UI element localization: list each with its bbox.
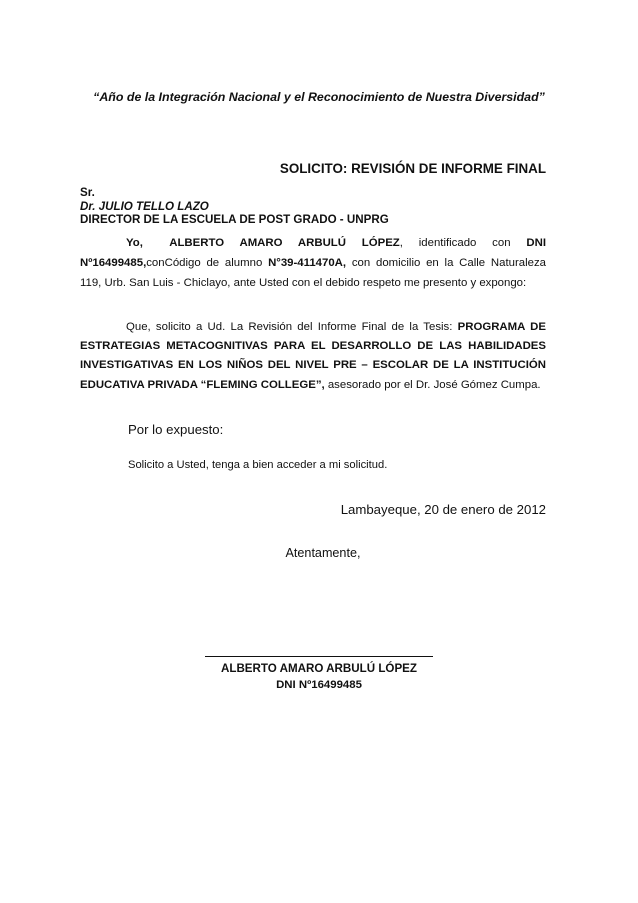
intro-yo: Yo,: [126, 237, 143, 249]
thesis-title: PROGRAMA DE ESTRATEGIAS METACOGNITIVAS PARA EL DESARROLLO DE LAS HABILIDADES INVESTIGATIVAS EN LOS NIÑOS DEL NIVEL PRE – ESCOLAR DE LA INSTITUCIÓN EDUCATIVA PRIVADA “FLEMING COLLEGE”,: [80, 321, 546, 391]
intro-paragraph: [80, 233, 546, 293]
closing: Atentamente,: [285, 546, 361, 560]
request-text-1: Que, solicito a Ud. La Revisión del Informe Final de la Tesis:: [126, 321, 458, 333]
request-text-2: asesorado por el Dr. José Gómez Cumpa.: [324, 378, 541, 391]
por-lo-expuesto: Por lo expuesto:: [128, 422, 224, 437]
motto-heading: “Año de la Integración Nacional y el Reconocimiento de Nuestra Diversidad”: [93, 90, 545, 104]
addressee-salutation: Sr.: [80, 186, 95, 199]
signature-dni: DNI Nº16499485: [276, 679, 362, 691]
applicant-name: ALBERTO AMARO ARBULÚ LÓPEZ: [169, 237, 400, 249]
addressee-position: DIRECTOR DE LA ESCUELA DE POST GRADO - UNPRG: [80, 213, 389, 227]
intro-text-3: con domicilio en la Calle Naturaleza 119, Urb. San Luis - Chiclayo, ante Usted con el debido respeto me presento y expongo:: [80, 257, 546, 289]
student-code: N°39-411470A,: [268, 257, 347, 269]
applicant-dni: DNI Nº16499485,: [80, 237, 546, 269]
addressee-name: Dr. JULIO TELLO LAZO: [80, 199, 209, 213]
signature-name: ALBERTO AMARO ARBULÚ LÓPEZ: [220, 662, 417, 675]
subject-line: SOLICITO: REVISIÓN DE INFORME FINAL: [279, 161, 546, 176]
intro-text-2: conCódigo de alumno: [146, 257, 269, 269]
request-line: Solicito a Usted, tenga a bien acceder a mi solicitud.: [128, 459, 388, 471]
request-paragraph: [80, 318, 546, 395]
place-date: Lambayeque, 20 de enero de 2012: [340, 502, 546, 517]
signature-line: [205, 656, 433, 657]
addressee-block: [80, 186, 389, 227]
intro-text-1: , identificado con: [399, 237, 527, 249]
